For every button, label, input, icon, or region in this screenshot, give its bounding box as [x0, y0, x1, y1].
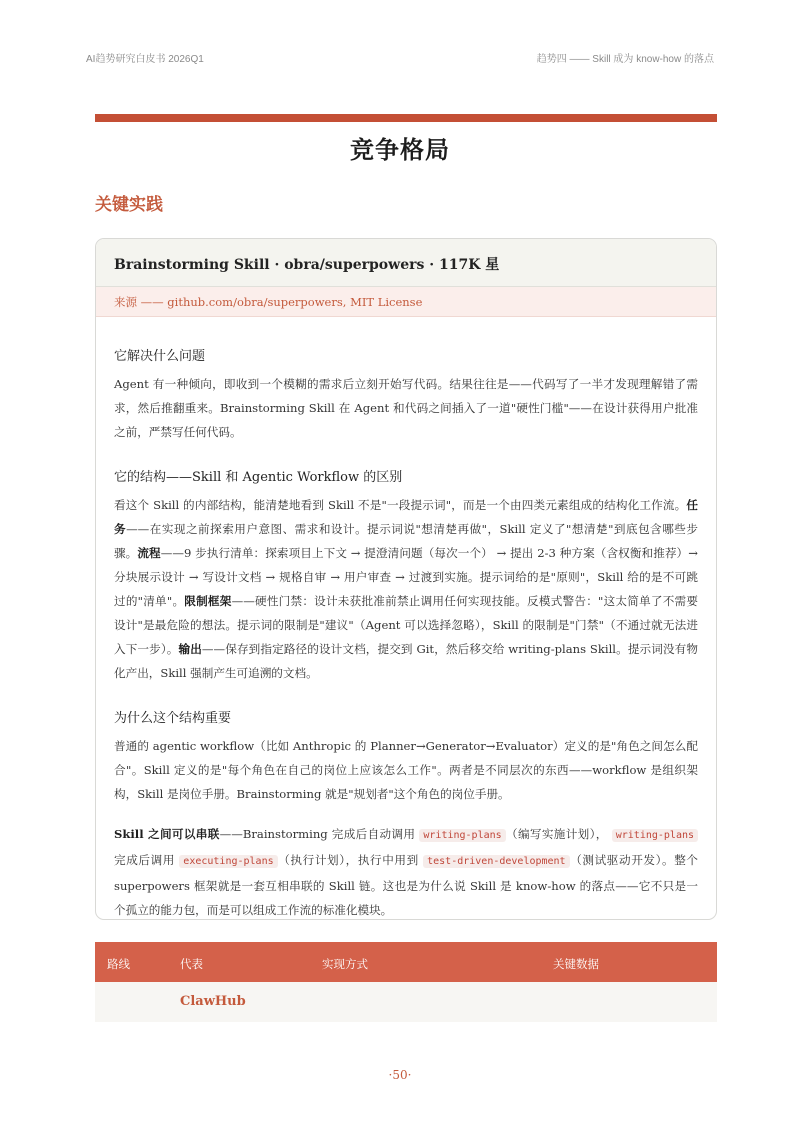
text-run: ——Brainstorming 完成后自动调用	[219, 827, 416, 841]
text-run: ——9 步执行清单：探索项目上下文 → 提澄清问题（每次一个） → 提出 2-3 种方案（含权衡和推荐）→ 分块展示设计 → 写设计文档 → 规格自审 → 用户审查 → 过渡到实施。提示词给的是"原则"，Skill 给的是不可跳过的"清单"。	[114, 546, 698, 608]
keyword: 流程	[137, 546, 161, 560]
inline-code: writing-plans	[612, 829, 698, 842]
table-header-cell: 关键数据	[553, 959, 599, 971]
paragraph	[114, 493, 698, 685]
header-left: AI趋势研究白皮书 2026Q1	[86, 54, 204, 65]
text-run: ——保存到指定路径的设计文档，提交到 Git，然后移交给 writing-plans Skill。提示词没有物化产出，Skill 强制产生可追溯的文档。	[114, 642, 698, 680]
inline-code: writing-plans	[419, 829, 505, 842]
subsection-title: 为什么这个结构重要	[114, 711, 232, 726]
table-header-cell: 实现方式	[322, 959, 368, 971]
card-title: Brainstorming Skill · obra/superpowers · 117K 星	[96, 239, 716, 287]
text-run: （编写实施计划），	[505, 827, 608, 841]
text-run: （测试驱动开发）。整个 superpowers 框架就是一套互相串联的 Skill 链。这也是为什么说 Skill 是 know-how 的落点——它不只是一个孤立的能力包，而是可以组成工作流的标准化模块。	[114, 853, 698, 917]
title-rule	[95, 114, 717, 122]
inline-code: test-driven-development	[423, 855, 569, 868]
table-header-cell: 代表	[180, 959, 203, 971]
subsection-title: 它解决什么问题	[114, 349, 206, 364]
text-run: （执行计划），执行中用到	[277, 853, 419, 867]
keyword: Skill 之间可以串联	[114, 827, 220, 841]
keyword: 限制框架	[184, 594, 232, 608]
page-title: 竞争格局	[350, 135, 450, 164]
paragraph: Agent 有一种倾向，即收到一个模糊的需求后立刻开始写代码。结果往往是——代码写了一半才发现理解错了需求，然后推翻重来。Brainstorming Skill 在 Agent 和代码之间插入了一道"硬性门槛"——在设计获得用户批准之前，严禁写任何代码。	[114, 377, 698, 439]
keyword: 任务	[114, 498, 698, 536]
practice-card	[95, 238, 717, 920]
text-run: 完成后调用	[114, 853, 175, 867]
paragraph	[114, 822, 698, 920]
text-run: 看这个 Skill 的内部结构，能清楚地看到 Skill 不是"一段提示词"，而是一个由四类元素组成的结构化工作流。	[114, 498, 687, 512]
text-run: ——在实现之前探索用户意图、需求和设计。提示词说"想清楚再做"，Skill 定义了"想清楚"到底包含哪些步骤。	[114, 522, 698, 560]
card-body	[96, 345, 716, 920]
header-right: 趋势四 —— Skill 成为 know-how 的落点	[536, 54, 714, 65]
running-header	[86, 50, 714, 66]
subsection-title: 它的结构——Skill 和 Agentic Workflow 的区别	[114, 470, 403, 485]
text-run: ——硬性门禁：设计未获批准前禁止调用任何实现技能。反模式警告："这太简单了不需要设计"是最危险的想法。提示词的限制是"建议"（Agent 可以选择忽略），Skill 的限制是"门禁"（不通过就无法进入下一步）。	[114, 594, 698, 656]
section-heading: 关键实践	[95, 195, 163, 215]
inline-code: executing-plans	[179, 855, 277, 868]
table-cell: ClawHub	[180, 994, 246, 1009]
paragraph: 普通的 agentic workflow（比如 Anthropic 的 Planner→Generator→Evaluator）定义的是"角色之间怎么配合"。Skill 定义的是"每个角色在自己的岗位上应该怎么工作"。两者是不同层次的东西——workflow 是组织架构，Skill 是岗位手册。Brainstorming 就是"规划者"这个角色的岗位手册。	[114, 739, 698, 801]
table-header-cell: 路线	[107, 959, 130, 971]
card-source: 来源 —— github.com/obra/superpowers, MIT License	[96, 287, 716, 317]
table-header-row	[95, 942, 717, 982]
keyword: 输出	[178, 642, 202, 656]
table-row	[95, 982, 717, 1022]
page-number: ·50·	[388, 1068, 412, 1082]
